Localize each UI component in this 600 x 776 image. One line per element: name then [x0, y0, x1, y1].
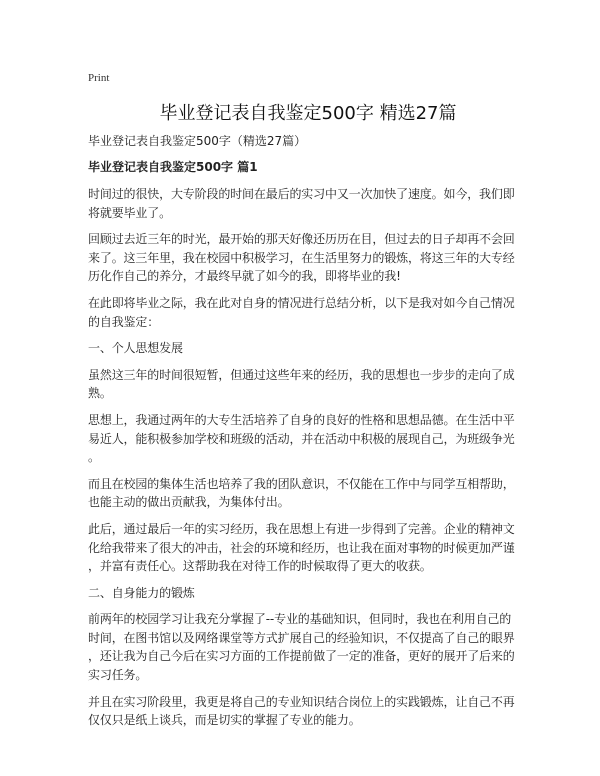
paragraph-line: 来了。这三年里，我在校园中积极学习，在生活里努力的锻炼，将这三年的大专经 [88, 250, 515, 265]
paragraph-line: 时间，在图书馆以及网络课堂等方式扩展自己的经验知识，不仅提高了自己的眼界 [88, 630, 515, 645]
subtitle: 毕业登记表自我鉴定500字（精选27篇） [88, 134, 307, 148]
article-body [88, 185, 528, 730]
paragraph-line: 回顾过去近三年的时光，最开始的那天好像还历历在目，但过去的日子却再不会回 [88, 232, 515, 247]
paragraph-line: 的自我鉴定： [88, 314, 160, 329]
paragraph [88, 366, 528, 403]
paragraph [88, 185, 528, 222]
paragraph-line: 实习任务。 [88, 668, 148, 683]
paragraph [88, 584, 528, 603]
paragraph-line: 仅仅只是纸上谈兵，而是切实的掌握了专业的能力。 [88, 713, 361, 728]
paragraph [88, 520, 528, 576]
paragraph [88, 294, 528, 331]
paragraph [88, 230, 528, 286]
paragraph-line: 。 [88, 450, 100, 465]
paragraph-line: 将就要毕业了。 [88, 205, 171, 220]
paragraph-line: ，并富有责任心。这帮助我在对待工作的时候取得了更大的收获。 [88, 559, 432, 574]
paragraph [88, 475, 528, 512]
section-heading: 毕业登记表自我鉴定500字 篇1 [88, 160, 258, 174]
page-title: 毕业登记表自我鉴定500字 精选27篇 [159, 103, 457, 124]
paragraph-line: 虽然这三年的时间很短暂，但通过这些年来的经历，我的思想也一步步的走向了成 [88, 367, 515, 382]
paragraph-line: 而且在校园的集体生活也培养了我的团队意识，不仅能在工作中与同学互相帮助， [88, 476, 515, 491]
paragraph-line: 此后，通过最后一年的实习经历，我在思想上有进一步得到了完善。企业的精神文 [88, 521, 515, 536]
print-link[interactable]: Print [88, 72, 110, 84]
paragraph-line: 化给我带来了很大的冲击，社会的环境和经历，也让我在面对事物的时候更加严谨 [88, 540, 515, 555]
document-page [88, 70, 528, 738]
paragraph [88, 339, 528, 358]
paragraph-line: 熟。 [88, 386, 112, 401]
paragraph-line: ，还让我为自己今后在实习方面的工作提前做了一定的准备，更好的展开了后来的 [88, 649, 515, 664]
paragraph-line: 时间过的很快，大专阶段的时间在最后的实习中又一次加快了速度。如今，我们即 [88, 187, 515, 201]
paragraph [88, 411, 528, 467]
paragraph-line: 并且在实习阶段里，我更是将自己的专业知识结合岗位上的实践锻炼，让自己不再 [88, 694, 515, 709]
paragraph [88, 610, 528, 684]
paragraph-line: 一、个人思想发展 [88, 341, 183, 356]
paragraph-line: 在此即将毕业之际，我在此对自身的情况进行总结分析，以下是我对如今自己情况 [88, 295, 515, 310]
paragraph [88, 693, 528, 730]
paragraph-line: 思想上，我通过两年的大专生活培养了自身的良好的性格和思想品德。在生活中平 [88, 412, 515, 427]
paragraph-line: 二、自身能力的锻炼 [88, 585, 195, 600]
paragraph-line: 也能主动的做出贡献我，为集体付出。 [88, 495, 290, 510]
paragraph-line: 前两年的校园学习让我充分掌握了--专业的基础知识，但同时，我也在利用自己的 [88, 612, 512, 627]
paragraph-line: 易近人，能积极参加学校和班级的活动，并在活动中积极的展现自己，为班级争光 [88, 431, 515, 446]
paragraph-line: 历化作自己的养分，才最终早就了如今的我，即将毕业的我! [88, 269, 401, 284]
